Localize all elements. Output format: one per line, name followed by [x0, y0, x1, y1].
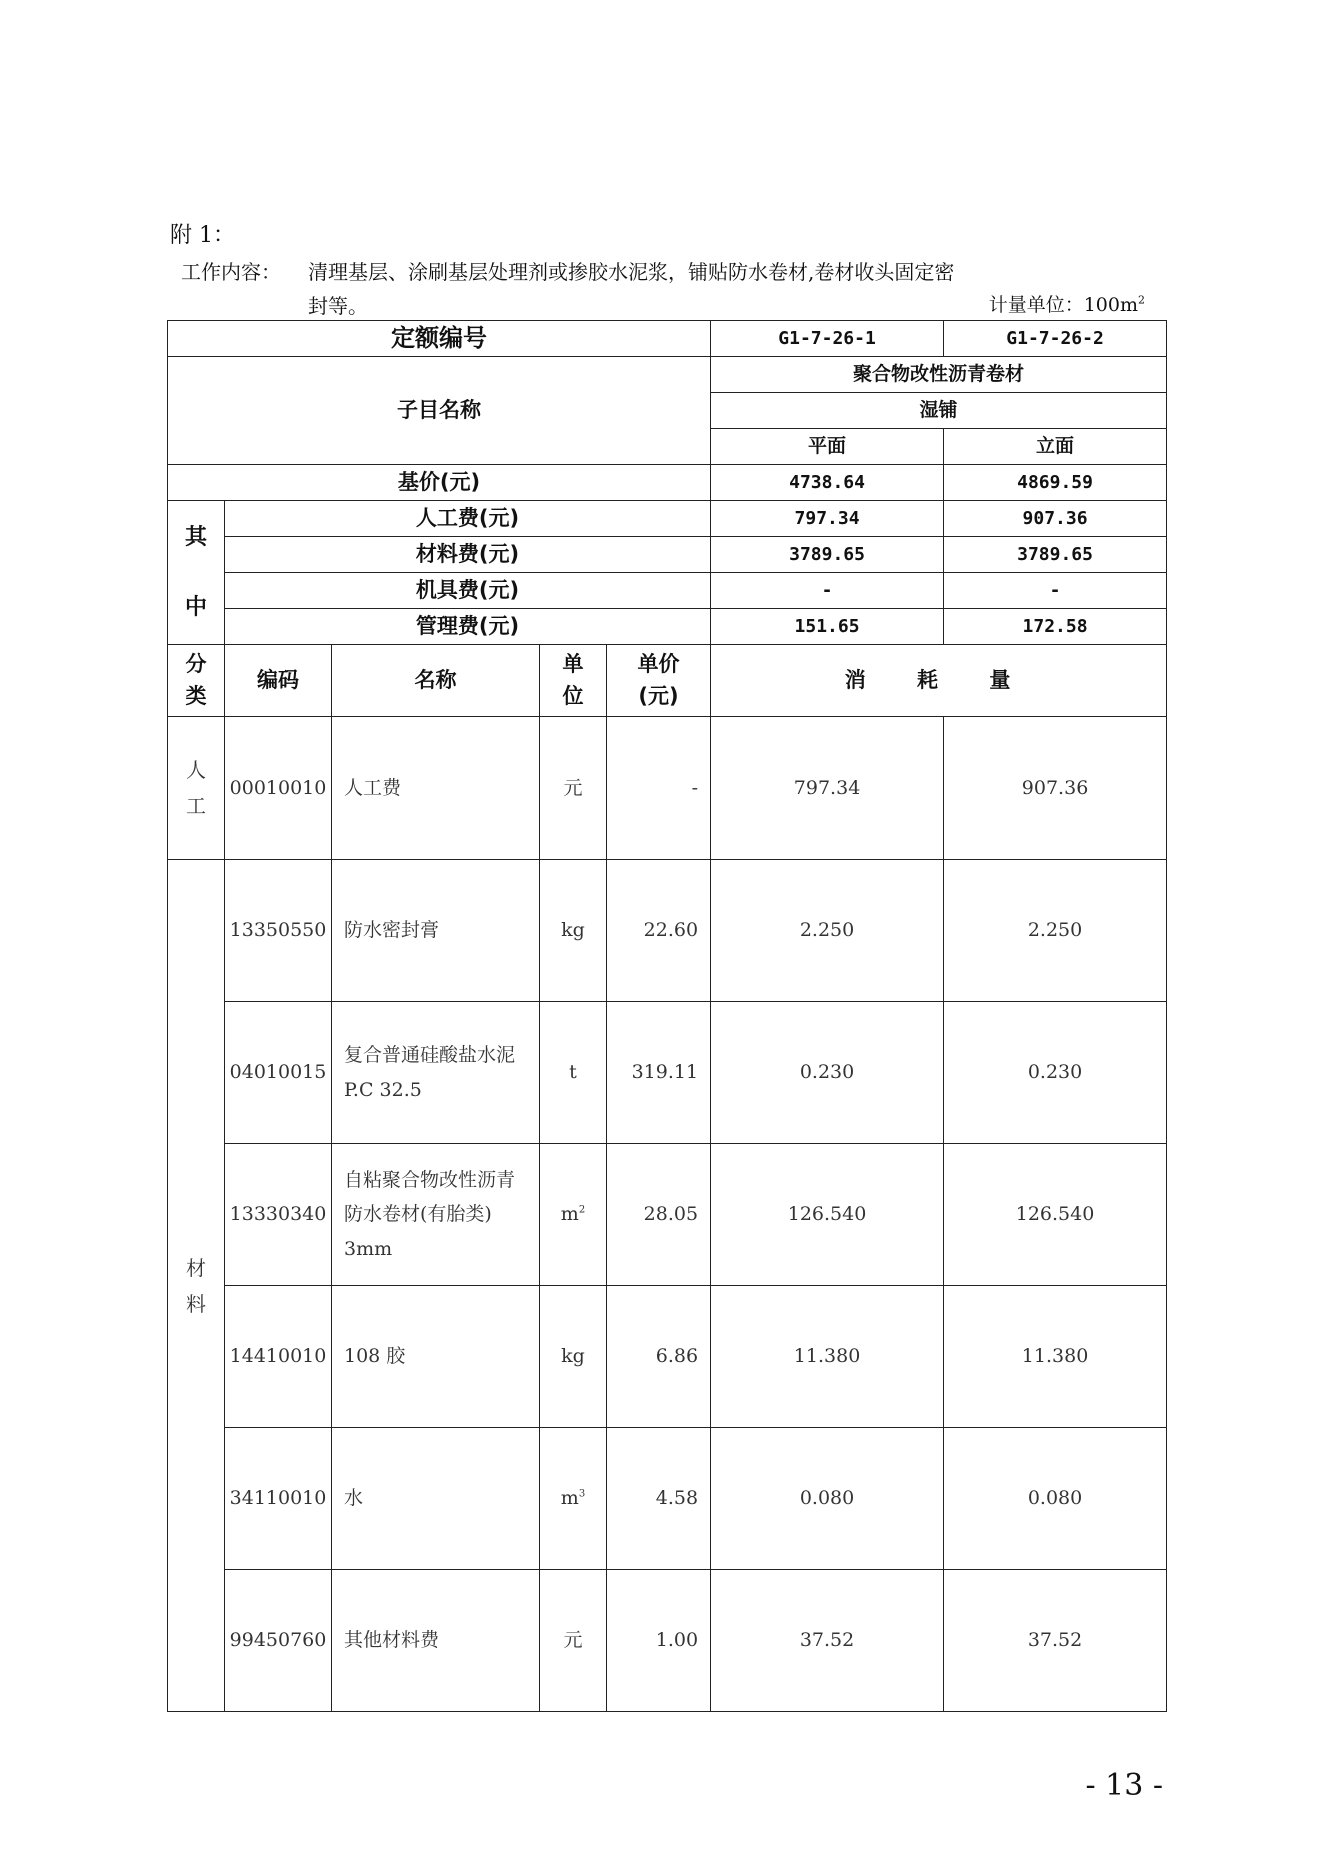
breakdown-value-1: 797.34: [711, 501, 944, 537]
material-name: 复合普通硅酸盐水泥 P.C 32.5: [332, 1002, 540, 1144]
material-unit: kg: [540, 860, 607, 1002]
base-price-1: 4738.64: [711, 465, 944, 501]
labor-quantity-2: 907.36: [944, 717, 1167, 860]
material-row: [168, 1570, 1167, 1712]
quota-code-2: G1-7-26-2: [944, 321, 1167, 357]
base-price-row: [168, 465, 1167, 501]
material-row: [168, 1428, 1167, 1570]
material-code: 13330340: [225, 1144, 332, 1286]
material-quantity-1: 11.380: [711, 1286, 944, 1428]
material-quantity-1: 37.52: [711, 1570, 944, 1712]
material-quantity-2: 11.380: [944, 1286, 1167, 1428]
breakdown-value-2: 172.58: [944, 609, 1167, 645]
breakdown-row: [168, 537, 1167, 573]
labor-category: 人 工: [168, 717, 225, 860]
work-content-line-2: 封等。: [308, 294, 368, 318]
quota-table: [167, 320, 1167, 1712]
material-name: 其他材料费: [332, 1570, 540, 1712]
material-code: 99450760: [225, 1570, 332, 1712]
labor-quantity-1: 797.34: [711, 717, 944, 860]
material-quantity-2: 37.52: [944, 1570, 1167, 1712]
material-unit-price: 1.00: [607, 1570, 711, 1712]
breakdown-value-1: -: [711, 573, 944, 609]
breakdown-value-2: 907.36: [944, 501, 1167, 537]
material-quantity-1: 0.230: [711, 1002, 944, 1144]
measurement-unit: 计量单位：$100m^2$: [988, 293, 1145, 316]
material-group-name: 聚合物改性沥青卷材: [711, 357, 1167, 393]
material-name: 自粘聚合物改性沥青 防水卷材(有胎类) 3mm: [332, 1144, 540, 1286]
labor-row: [168, 717, 1167, 860]
material-unit: t: [540, 1002, 607, 1144]
breakdown-label: 管理费(元): [225, 609, 711, 645]
material-unit-price: 22.60: [607, 860, 711, 1002]
material-name: 防水密封膏: [332, 860, 540, 1002]
labor-unit-price: -: [607, 717, 711, 860]
quota-code-label: 定额编号: [168, 321, 711, 357]
labor-code: 00010010: [225, 717, 332, 860]
column-consumption: 消 耗 量: [711, 645, 1167, 717]
variant-2: 立面: [944, 429, 1167, 465]
quota-code-row: [168, 321, 1167, 357]
material-quantity-2: 0.080: [944, 1428, 1167, 1570]
material-name: 108 胶: [332, 1286, 540, 1428]
base-price-label: 基价(元): [168, 465, 711, 501]
material-unit-price: 319.11: [607, 1002, 711, 1144]
breakdown-label: 材料费(元): [225, 537, 711, 573]
material-name: 水: [332, 1428, 540, 1570]
labor-name: 人工费: [332, 717, 540, 860]
material-code: 14410010: [225, 1286, 332, 1428]
material-quantity-2: 126.540: [944, 1144, 1167, 1286]
material-unit: 元: [540, 1570, 607, 1712]
material-code: 04010015: [225, 1002, 332, 1144]
variant-1: 平面: [711, 429, 944, 465]
breakdown-row: [168, 573, 1167, 609]
breakdown-label: 机具费(元): [225, 573, 711, 609]
material-row: [168, 1286, 1167, 1428]
item-name-row: [168, 357, 1167, 393]
materials-category: 材 料: [168, 860, 225, 1712]
column-unit: 单 位: [540, 645, 607, 717]
breakdown-row: [168, 501, 1167, 537]
material-code: 34110010: [225, 1428, 332, 1570]
breakdown-row: [168, 609, 1167, 645]
material-quantity-1: 2.250: [711, 860, 944, 1002]
breakdown-value-1: 151.65: [711, 609, 944, 645]
column-category: 分 类: [168, 645, 225, 717]
material-quantity-2: 2.250: [944, 860, 1167, 1002]
column-unit-price: 单价 (元): [607, 645, 711, 717]
material-row: [168, 1144, 1167, 1286]
material-unit-price: 4.58: [607, 1428, 711, 1570]
labor-unit: 元: [540, 717, 607, 860]
material-quantity-2: 0.230: [944, 1002, 1167, 1144]
column-code: 编码: [225, 645, 332, 717]
material-row: [168, 860, 1167, 1002]
quota-code-1: G1-7-26-1: [711, 321, 944, 357]
item-name-label: 子目名称: [168, 357, 711, 465]
breakdown-value-2: -: [944, 573, 1167, 609]
material-quantity-1: 126.540: [711, 1144, 944, 1286]
work-content-label: 工作内容：: [181, 260, 281, 284]
of-which-label: 其 中: [168, 501, 225, 645]
material-unit-price: 6.86: [607, 1286, 711, 1428]
base-price-2: 4869.59: [944, 465, 1167, 501]
material-unit: $m^2$: [540, 1144, 607, 1286]
breakdown-label: 人工费(元): [225, 501, 711, 537]
material-quantity-1: 0.080: [711, 1428, 944, 1570]
column-name: 名称: [332, 645, 540, 717]
breakdown-value-1: 3789.65: [711, 537, 944, 573]
material-unit-price: 28.05: [607, 1144, 711, 1286]
method-name: 湿铺: [711, 393, 1167, 429]
material-unit: kg: [540, 1286, 607, 1428]
page-number: - 13 -: [1085, 1768, 1163, 1803]
material-unit: $m^3$: [540, 1428, 607, 1570]
material-row: [168, 1002, 1167, 1144]
breakdown-value-2: 3789.65: [944, 537, 1167, 573]
material-code: 13350550: [225, 860, 332, 1002]
attachment-label: 附 1：: [170, 223, 235, 248]
column-header-row: [168, 645, 1167, 717]
work-content-line-1: 清理基层、涂刷基层处理剂或掺胶水泥浆，铺贴防水卷材,卷材收头固定密: [308, 260, 955, 284]
